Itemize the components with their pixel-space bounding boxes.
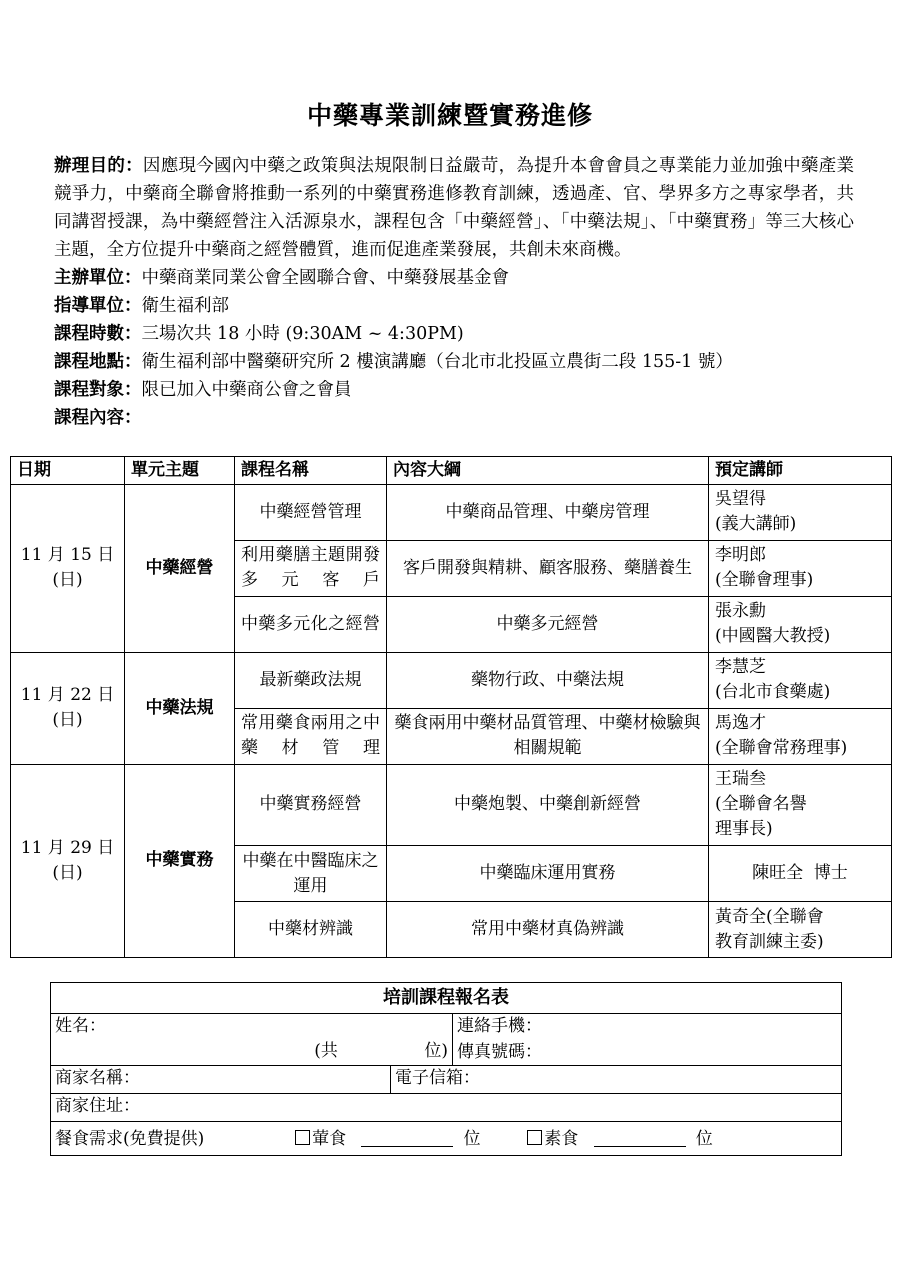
content-label: 課程內容： bbox=[54, 408, 142, 428]
organizer-line bbox=[54, 264, 854, 292]
course-name: 常用藥食兩用之中藥材管理 bbox=[235, 708, 387, 764]
purpose-label: 辦理目的： bbox=[54, 156, 143, 176]
guide-value: 衛生福利部 bbox=[141, 296, 229, 316]
session-weekday: (日) bbox=[52, 570, 83, 591]
header-course: 課程名稱 bbox=[235, 457, 387, 485]
header-date: 日期 bbox=[11, 457, 125, 485]
fax-field[interactable] bbox=[453, 1040, 841, 1064]
session-date-cell bbox=[11, 764, 125, 957]
session-theme: 中藥經營 bbox=[125, 485, 235, 653]
course-outline: 中藥多元經營 bbox=[387, 596, 709, 652]
veg-unit: 位 bbox=[695, 1128, 713, 1149]
page-title: 中藥專業訓練暨實務進修 bbox=[306, 101, 593, 130]
veg-checkbox[interactable] bbox=[527, 1130, 542, 1145]
hours-label: 課程時數： bbox=[54, 324, 142, 344]
course-lecturer: 黃奇全(全聯會 教育訓練主委) bbox=[709, 902, 892, 958]
course-name: 中藥實務經營 bbox=[235, 764, 387, 845]
registration-title: 培訓課程報名表 bbox=[51, 983, 842, 1014]
session-weekday: (日) bbox=[52, 710, 83, 731]
purpose-paragraph bbox=[54, 152, 854, 264]
course-outline: 中藥臨床運用實務 bbox=[387, 846, 709, 902]
session-weekday: (日) bbox=[52, 862, 83, 883]
session-date: 11 月 22 日 bbox=[20, 685, 115, 706]
attendee-count bbox=[314, 1039, 448, 1063]
header-lecturer: 預定講師 bbox=[709, 457, 892, 485]
veg-count-input[interactable] bbox=[594, 1130, 686, 1147]
course-outline: 常用中藥材真偽辨識 bbox=[387, 902, 709, 958]
mobile-field[interactable] bbox=[453, 1014, 841, 1040]
meat-label: 葷食 bbox=[312, 1128, 347, 1149]
meal-row bbox=[51, 1122, 842, 1156]
course-name: 中藥多元化之經營 bbox=[235, 596, 387, 652]
audience-line bbox=[54, 376, 854, 404]
shop-name-label: 商家名稱： bbox=[55, 1068, 140, 1088]
audience-label: 課程對象： bbox=[54, 380, 142, 400]
course-lecturer: 陳旺全 博士 bbox=[709, 846, 892, 902]
name-field[interactable] bbox=[51, 1014, 453, 1066]
course-name: 中藥材辨識 bbox=[235, 902, 387, 958]
table-row bbox=[11, 652, 892, 708]
course-name: 利用藥膳主題開發多元客戶 bbox=[235, 540, 387, 596]
location-line bbox=[54, 348, 854, 376]
course-lecturer: 張永勳 (中國醫大教授) bbox=[709, 596, 892, 652]
session-date: 11 月 15 日 bbox=[20, 545, 115, 566]
email-label: 電子信箱： bbox=[395, 1068, 480, 1088]
hours-value: 三場次共 18 小時 (9:30AM ~ 4:30PM) bbox=[141, 324, 464, 344]
shop-name-field[interactable] bbox=[51, 1066, 391, 1094]
guide-line bbox=[54, 292, 854, 320]
course-name: 中藥在中醫臨床之運用 bbox=[235, 846, 387, 902]
course-outline: 客戶開發與精耕、顧客服務、藥膳養生 bbox=[387, 540, 709, 596]
header-theme: 單元主題 bbox=[125, 457, 235, 485]
organizer-label: 主辦單位： bbox=[54, 268, 142, 288]
meal-label: 餐食需求(免費提供) bbox=[55, 1128, 205, 1149]
session-date: 11 月 29 日 bbox=[20, 837, 115, 858]
session-theme: 中藥法規 bbox=[125, 652, 235, 764]
meat-unit: 位 bbox=[463, 1128, 481, 1149]
session-date-cell bbox=[11, 652, 125, 764]
veg-label: 素食 bbox=[544, 1128, 579, 1149]
email-field[interactable] bbox=[391, 1066, 842, 1094]
fax-label: 傳真號碼： bbox=[457, 1042, 542, 1062]
meat-checkbox[interactable] bbox=[295, 1130, 310, 1145]
purpose-text: 因應現今國內中藥之政策與法規限制日益嚴苛，為提升本會會員之專業能力並加強中藥產業競爭力，中藥商全聯會將推動一系列的中藥實務進修教育訓練，透過產、官、學界多方之專家學者，共同講習授課，為中藥經營注入活源泉水，課程包含「中藥經營」、「中藥法規」、「中藥實務」等三大核心主題，全方位提升中藥商之經營體質，進而促進產業發展，共創未來商機。 bbox=[54, 156, 854, 260]
course-name: 中藥經營管理 bbox=[235, 485, 387, 541]
course-table bbox=[10, 456, 892, 958]
address-label: 商家住址： bbox=[55, 1096, 140, 1116]
meat-count-input[interactable] bbox=[361, 1130, 453, 1147]
session-theme: 中藥實務 bbox=[125, 764, 235, 957]
guide-label: 指導單位： bbox=[54, 296, 142, 316]
course-lecturer: 李慧芝 (台北市食藥處) bbox=[709, 652, 892, 708]
contact-cell bbox=[453, 1014, 842, 1066]
audience-value: 限已加入中藥商公會之會員 bbox=[141, 380, 352, 400]
course-lecturer: 馬逸才 (全聯會常務理事) bbox=[709, 708, 892, 764]
mobile-label: 連絡手機： bbox=[457, 1016, 542, 1036]
content-line bbox=[54, 404, 854, 432]
table-row bbox=[11, 764, 892, 845]
table-row bbox=[11, 485, 892, 541]
course-lecturer: 李明郎 (全聯會理事) bbox=[709, 540, 892, 596]
location-label: 課程地點： bbox=[54, 352, 142, 372]
session-date-cell bbox=[11, 485, 125, 653]
name-label: 姓名： bbox=[55, 1016, 106, 1036]
address-field[interactable] bbox=[51, 1094, 842, 1122]
course-name: 最新藥政法規 bbox=[235, 652, 387, 708]
course-outline: 藥食兩用中藥材品質管理、中藥材檢驗與相關規範 bbox=[387, 708, 709, 764]
intro-section bbox=[54, 152, 854, 432]
count-close: 位) bbox=[424, 1041, 448, 1061]
course-lecturer: 王瑞叁 (全聯會名譽 理事長) bbox=[709, 764, 892, 845]
course-outline: 中藥炮製、中藥創新經營 bbox=[387, 764, 709, 845]
organizer-value: 中藥商業同業公會全國聯合會、中藥發展基金會 bbox=[141, 268, 509, 288]
course-lecturer: 吳望得 (義大講師) bbox=[709, 485, 892, 541]
registration-form bbox=[50, 982, 842, 1156]
course-table-header bbox=[11, 457, 892, 485]
course-outline: 中藥商品管理、中藥房管理 bbox=[387, 485, 709, 541]
count-open: (共 bbox=[314, 1041, 338, 1061]
hours-line bbox=[54, 320, 854, 348]
course-outline: 藥物行政、中藥法規 bbox=[387, 652, 709, 708]
location-value: 衛生福利部中醫藥研究所 2 樓演講廳（台北市北投區立農街二段 155-1 號） bbox=[141, 352, 733, 372]
header-outline: 內容大綱 bbox=[387, 457, 709, 485]
